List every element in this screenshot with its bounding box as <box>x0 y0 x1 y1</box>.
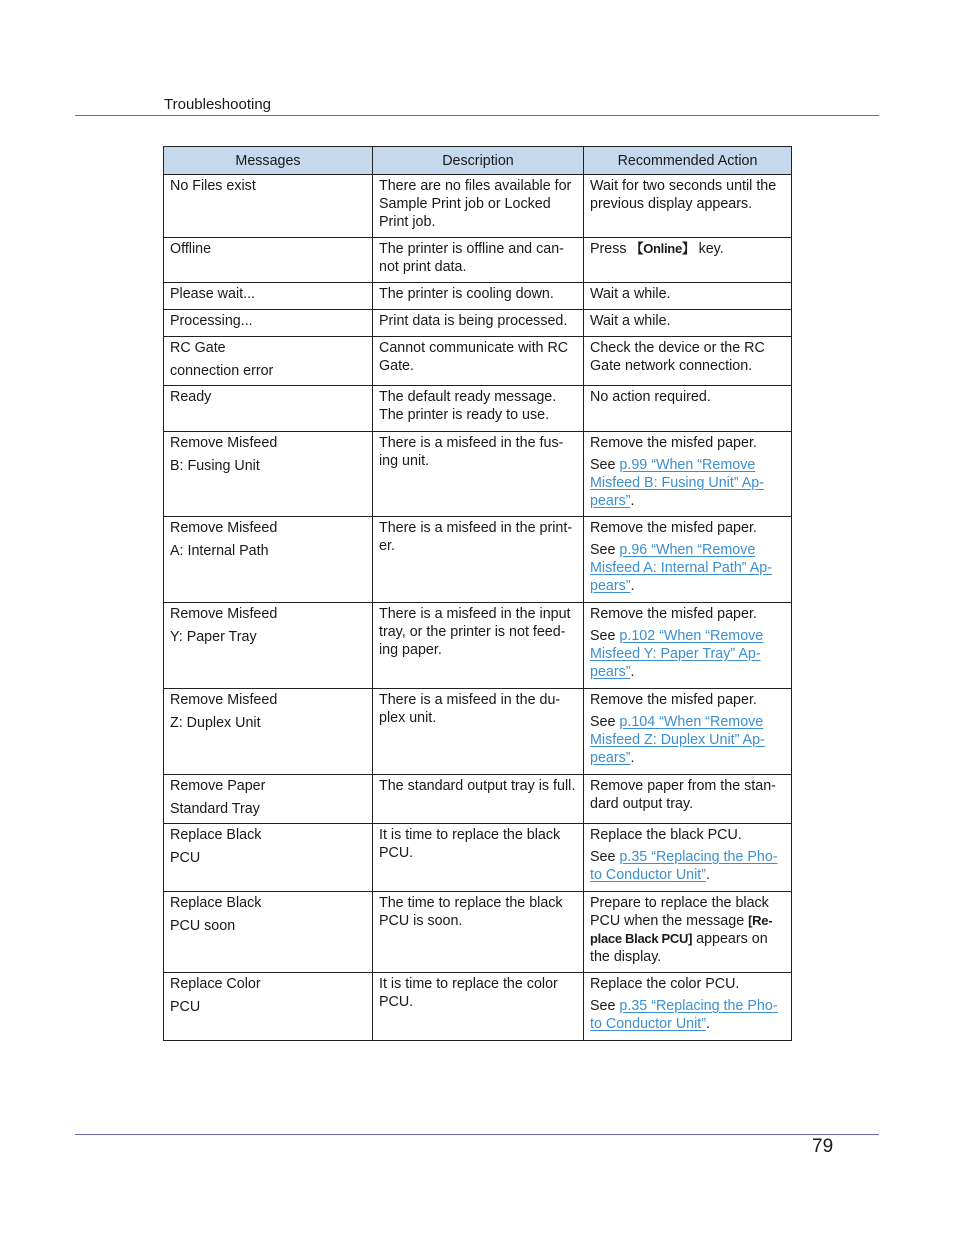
action-cell <box>584 238 792 283</box>
action-text: key. <box>694 241 724 257</box>
page-number: 79 <box>812 1136 834 1157</box>
description-cell: There are no files available for Sample Print job or Locked Print job. <box>373 175 584 238</box>
table-row <box>164 892 792 973</box>
online-key-label: 【Online】 <box>630 241 695 256</box>
message-text: Y: Paper Tray <box>170 629 257 645</box>
description-cell: It is time to replace the color PCU. <box>373 973 584 1041</box>
message-cell <box>164 238 373 283</box>
table-row <box>164 337 792 386</box>
action-text: Press <box>590 241 631 257</box>
period-text: . <box>706 867 710 883</box>
description-cell: There is a misfeed in the fus-ing unit. <box>373 432 584 517</box>
message-cell <box>164 310 373 337</box>
see-reference <box>590 997 786 1033</box>
running-header: Troubleshooting <box>164 96 272 113</box>
action-text: appears on the display. <box>590 931 768 965</box>
see-text: See <box>590 849 620 865</box>
period-text: . <box>630 493 635 509</box>
description-cell: It is time to replace the black PCU. <box>373 824 584 892</box>
table-row <box>164 283 792 310</box>
see-reference <box>590 713 786 767</box>
description-cell: The time to replace the black PCU is soon. <box>373 892 584 973</box>
action-text: Replace the color PCU. <box>590 976 740 992</box>
message-cell <box>164 432 373 517</box>
message-text: Remove Paper <box>170 778 266 794</box>
table-row <box>164 310 792 337</box>
period-text: . <box>630 750 635 766</box>
see-reference <box>590 848 786 884</box>
table-row <box>164 517 792 603</box>
message-text: Please wait... <box>170 286 256 302</box>
action-cell <box>584 603 792 689</box>
message-text: PCU <box>170 850 201 866</box>
column-header-recommended-action: Recommended Action <box>584 147 792 175</box>
table-row <box>164 175 792 238</box>
description-cell: Print data is being processed. <box>373 310 584 337</box>
action-text: Replace the black PCU. <box>590 827 742 843</box>
column-header-description: Description <box>373 147 584 175</box>
message-cell <box>164 973 373 1041</box>
description-cell: There is a misfeed in the du-plex unit. <box>373 689 584 775</box>
description-cell: The printer is cooling down. <box>373 283 584 310</box>
message-cell <box>164 337 373 386</box>
message-text: PCU <box>170 999 201 1015</box>
message-cell <box>164 283 373 310</box>
column-header-messages: Messages <box>164 147 373 175</box>
see-text: See <box>590 714 620 730</box>
action-cell: Wait a while. <box>584 283 792 310</box>
period-text: . <box>630 578 635 594</box>
action-cell <box>584 689 792 775</box>
message-text: Replace Black <box>170 827 262 843</box>
period-text: . <box>706 1016 710 1032</box>
action-text: Prepare to replace the black PCU when the message <box>590 895 769 929</box>
table-row <box>164 432 792 517</box>
message-cell <box>164 892 373 973</box>
message-text: RC Gate <box>170 340 226 356</box>
cross-reference-link[interactable]: p.35 “Replacing the Pho-to Conductor Unit” <box>590 998 778 1032</box>
action-text: Remove the misfed paper. <box>590 520 757 536</box>
message-text: Ready <box>170 389 212 405</box>
troubleshooting-table <box>163 146 792 1041</box>
action-cell <box>584 432 792 517</box>
cross-reference-link[interactable]: p.35 “Replacing the Pho-to Conductor Unit” <box>590 849 778 883</box>
description-cell: The default ready message. The printer is ready to use. <box>373 386 584 432</box>
message-text: Standard Tray <box>170 801 260 817</box>
message-text: Processing... <box>170 313 253 329</box>
action-cell: Wait for two seconds until the previous display appears. <box>584 175 792 238</box>
description-cell: Cannot communicate with RC Gate. <box>373 337 584 386</box>
cross-reference-link[interactable]: p.96 “When “Remove Misfeed A: Internal Path” Ap-pears” <box>590 542 772 594</box>
message-text: Remove Misfeed <box>170 606 278 622</box>
cross-reference-link[interactable]: p.99 “When “Remove Misfeed B: Fusing Unit” Ap-pears” <box>590 457 765 509</box>
see-text: See <box>590 457 620 473</box>
see-reference <box>590 541 786 595</box>
description-cell: The standard output tray is full. <box>373 775 584 824</box>
table-row <box>164 238 792 283</box>
action-cell: Remove paper from the stan-dard output tray. <box>584 775 792 824</box>
description-cell: There is a misfeed in the print-er. <box>373 517 584 603</box>
action-text: Remove the misfed paper. <box>590 692 757 708</box>
message-text: connection error <box>170 363 274 379</box>
display-message-label: [Re-place Black PCU] <box>590 913 773 946</box>
table-row <box>164 824 792 892</box>
table-row <box>164 973 792 1041</box>
description-cell: The printer is offline and can-not print data. <box>373 238 584 283</box>
see-text: See <box>590 998 620 1014</box>
action-cell <box>584 824 792 892</box>
table-row <box>164 775 792 824</box>
cross-reference-link[interactable]: p.102 “When “Remove Misfeed Y: Paper Tray” Ap-pears” <box>590 628 764 680</box>
table-row <box>164 603 792 689</box>
message-cell <box>164 175 373 238</box>
message-text: PCU soon <box>170 918 236 934</box>
see-text: See <box>590 628 620 644</box>
message-text: Replace Black <box>170 895 262 911</box>
message-text: Remove Misfeed <box>170 692 278 708</box>
header-rule <box>75 115 879 116</box>
see-text: See <box>590 542 620 558</box>
message-text: Remove Misfeed <box>170 520 278 536</box>
message-text: Replace Color <box>170 976 261 992</box>
cross-reference-link[interactable]: p.104 “When “Remove Misfeed Z: Duplex Unit” Ap-pears” <box>590 714 765 766</box>
action-cell: Check the device or the RC Gate network connection. <box>584 337 792 386</box>
message-cell <box>164 603 373 689</box>
action-cell: No action required. <box>584 386 792 432</box>
see-reference <box>590 456 786 510</box>
message-text: A: Internal Path <box>170 543 269 559</box>
message-cell <box>164 824 373 892</box>
see-reference <box>590 627 786 681</box>
action-text: Remove the misfed paper. <box>590 435 757 451</box>
period-text: . <box>630 664 635 680</box>
message-text: Z: Duplex Unit <box>170 715 261 731</box>
description-cell: There is a misfeed in the input tray, or the printer is not feed-ing paper. <box>373 603 584 689</box>
action-cell: Wait a while. <box>584 310 792 337</box>
message-text: Remove Misfeed <box>170 435 278 451</box>
action-cell <box>584 892 792 973</box>
table-header-row <box>164 147 792 175</box>
table-row <box>164 689 792 775</box>
message-text: Offline <box>170 241 212 257</box>
action-cell <box>584 973 792 1041</box>
footer-rule <box>75 1134 879 1135</box>
message-text: B: Fusing Unit <box>170 458 260 474</box>
action-text: Remove the misfed paper. <box>590 606 757 622</box>
message-cell <box>164 689 373 775</box>
message-cell <box>164 517 373 603</box>
message-cell <box>164 775 373 824</box>
table-row <box>164 386 792 432</box>
message-text: No Files exist <box>170 178 256 194</box>
message-cell <box>164 386 373 432</box>
action-cell <box>584 517 792 603</box>
